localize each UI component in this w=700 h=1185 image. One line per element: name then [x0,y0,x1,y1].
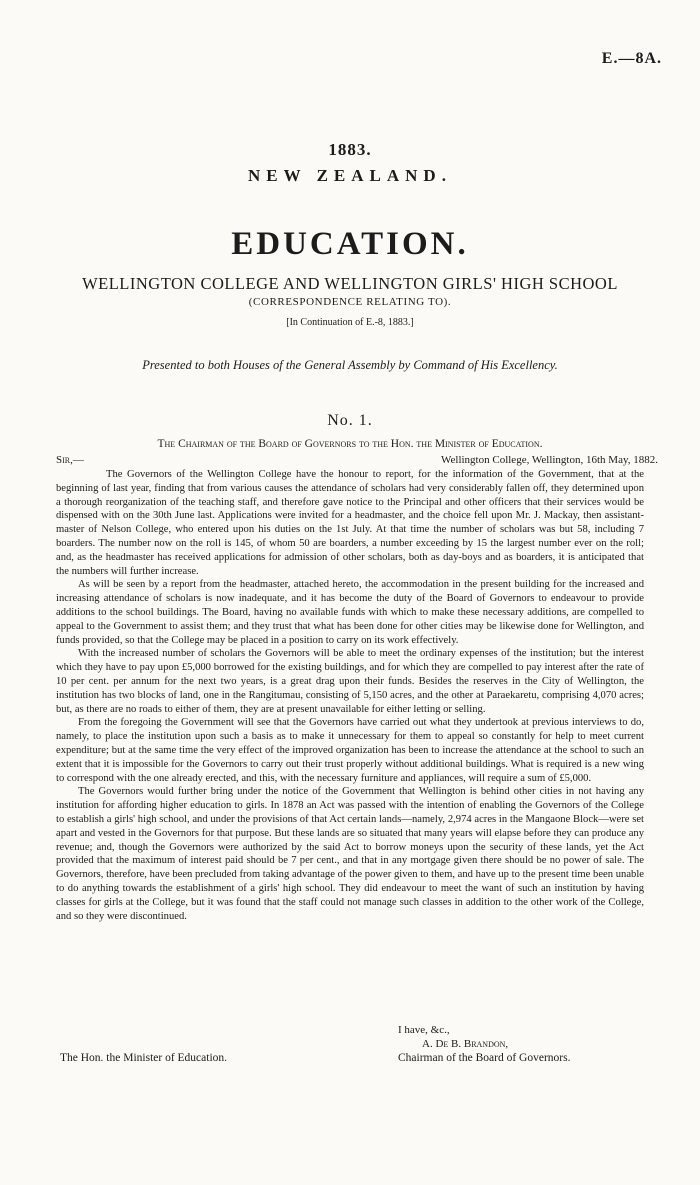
continuation-note: [In Continuation of E.-8, 1883.] [286,317,414,328]
document-subtitle: WELLINGTON COLLEGE AND WELLINGTON GIRLS' HIGH SCHOOL [82,274,618,293]
presented-line: Presented to both Houses of the General Assembly by Command of His Excellency. [142,358,558,372]
signature: A. De B. Brandon, [422,1038,509,1050]
letter-number: No. 1. [327,412,373,429]
letter-body [56,468,644,923]
correspondence-note: (CORRESPONDENCE RELATING TO). [248,296,452,308]
paragraph-5: The Governors would further bring under the notice of the Government that Wellington is behind other cities in not having any institution for affording higher education to girls. In 1878 an Act was passed with the intention of enabling the Governors of the College to establish a girls' high school, and under the provisions of that Act certain lands—namely, 2,974 acres in the Mangaone Block—were set apart and vested in the Governors for that purpose. But these lands are so situated that many years will elapse before they can produce any revenue; and, though the Governors were authorized by the said Act to borrow moneys upon the security of these lands, yet the Act provided that the maximum of interest paid should be 7 per cent., and that in any mortgage given there should be no power of sale. The Governors, therefore, have been precluded from taking advantage of the power given to them, and have up to the present time been unable to do anything towards the establishment of a girls' high school. They did endeavour to meet the want of such an institution by having classes for girls at the College, but it was found that the staff could not manage such classes in addition to the other work of the College, and so they were discontinued. [56,786,644,922]
paragraph-3: With the increased number of scholars the Governors will be able to meet the ordinary expenses of the institution; but the interest which they have to pay upon £5,000 borrowed for the existing buildings, and for which they are compelled to pay interest after the rate of 10 per cent. per annum for the next two years, is a great drag upon their funds. Besides the reserves in the City of Wellington, the institution has two blocks of land, one in the Rangitumau, consisting of 5,150 acres, and the other at Paraekaretu, comprising 4,070 acres; but, as there are no roads to either of them, they are at present unavailable for either letting or selling. [56,648,644,715]
document-title: EDUCATION. [231,226,469,262]
dateline: Wellington College, Wellington, 16th May, 1882. [441,454,658,466]
document-reference: E.—8A. [601,50,662,67]
document-year: 1883. [328,140,372,159]
paragraph-1: The Governors of the Wellington College have the honour to report, for the information of the Government, that at the beginning of last year, finding that from various causes the attendance of scholars had very considerably fallen off, they determined upon a thorough reorganization of the teaching staff, and therefore gave notice to the Principal and other officers that their services would be dispensed with on the 30th June last. Applications were invited for a headmaster, and the choice fell upon Mr. J. Mackay, then assistant-master of Nelson College, who entered upon his duties on the 1st July. At that time the number of scholars was but 58, including 7 boarders. The number now on the roll is 145, of whom 50 are boarders, a number exceeding by 15 the largest number ever on the roll; and, as the headmaster has received applications for admission of other scholars, both as day-boys and as boarders, it is anticipated that the numbers will further increase. [56,469,644,577]
letter-heading: The Chairman of the Board of Governors to the Hon. the Minister of Education. [157,438,543,450]
paragraph-2: As will be seen by a report from the headmaster, attached hereto, the accommodation in the present building for the increased and increasing attendance of scholars is now inadequate, and it has become the duty of the Board of Governors to endeavour to provide additions to the school buildings. The Board, having no available funds with which to make these necessary additions, are compelled to appeal to the Government to assist them; and they trust that what has been done for other cities may be likewise done for Wellington, and funds provided, so that the College may be placed in a position to carry on its work effectively. [56,579,644,646]
paragraph-4: From the foregoing the Government will see that the Governors have carried out what they undertook at previous interviews to do, namely, to place the institution upon such a basis as to make it unnecessary for them to appeal so constantly for help to meet current expenditure; but at the same time the very effect of the improved organization has been to increase the attendance at the school to such an extent that it is impossible for the Governors to carry out their trust properly without additional buildings. What is required is a new wing to correspond with the one already erected, and this, with the necessary furniture and appliances, will require a sum of £5,000. [56,717,644,784]
addressee: The Hon. the Minister of Education. [60,1052,228,1064]
country-heading: NEW ZEALAND. [248,166,452,185]
salutation: Sir,— [56,454,84,466]
signature-title: Chairman of the Board of Governors. [398,1052,571,1064]
closing: I have, &c., [398,1024,450,1036]
